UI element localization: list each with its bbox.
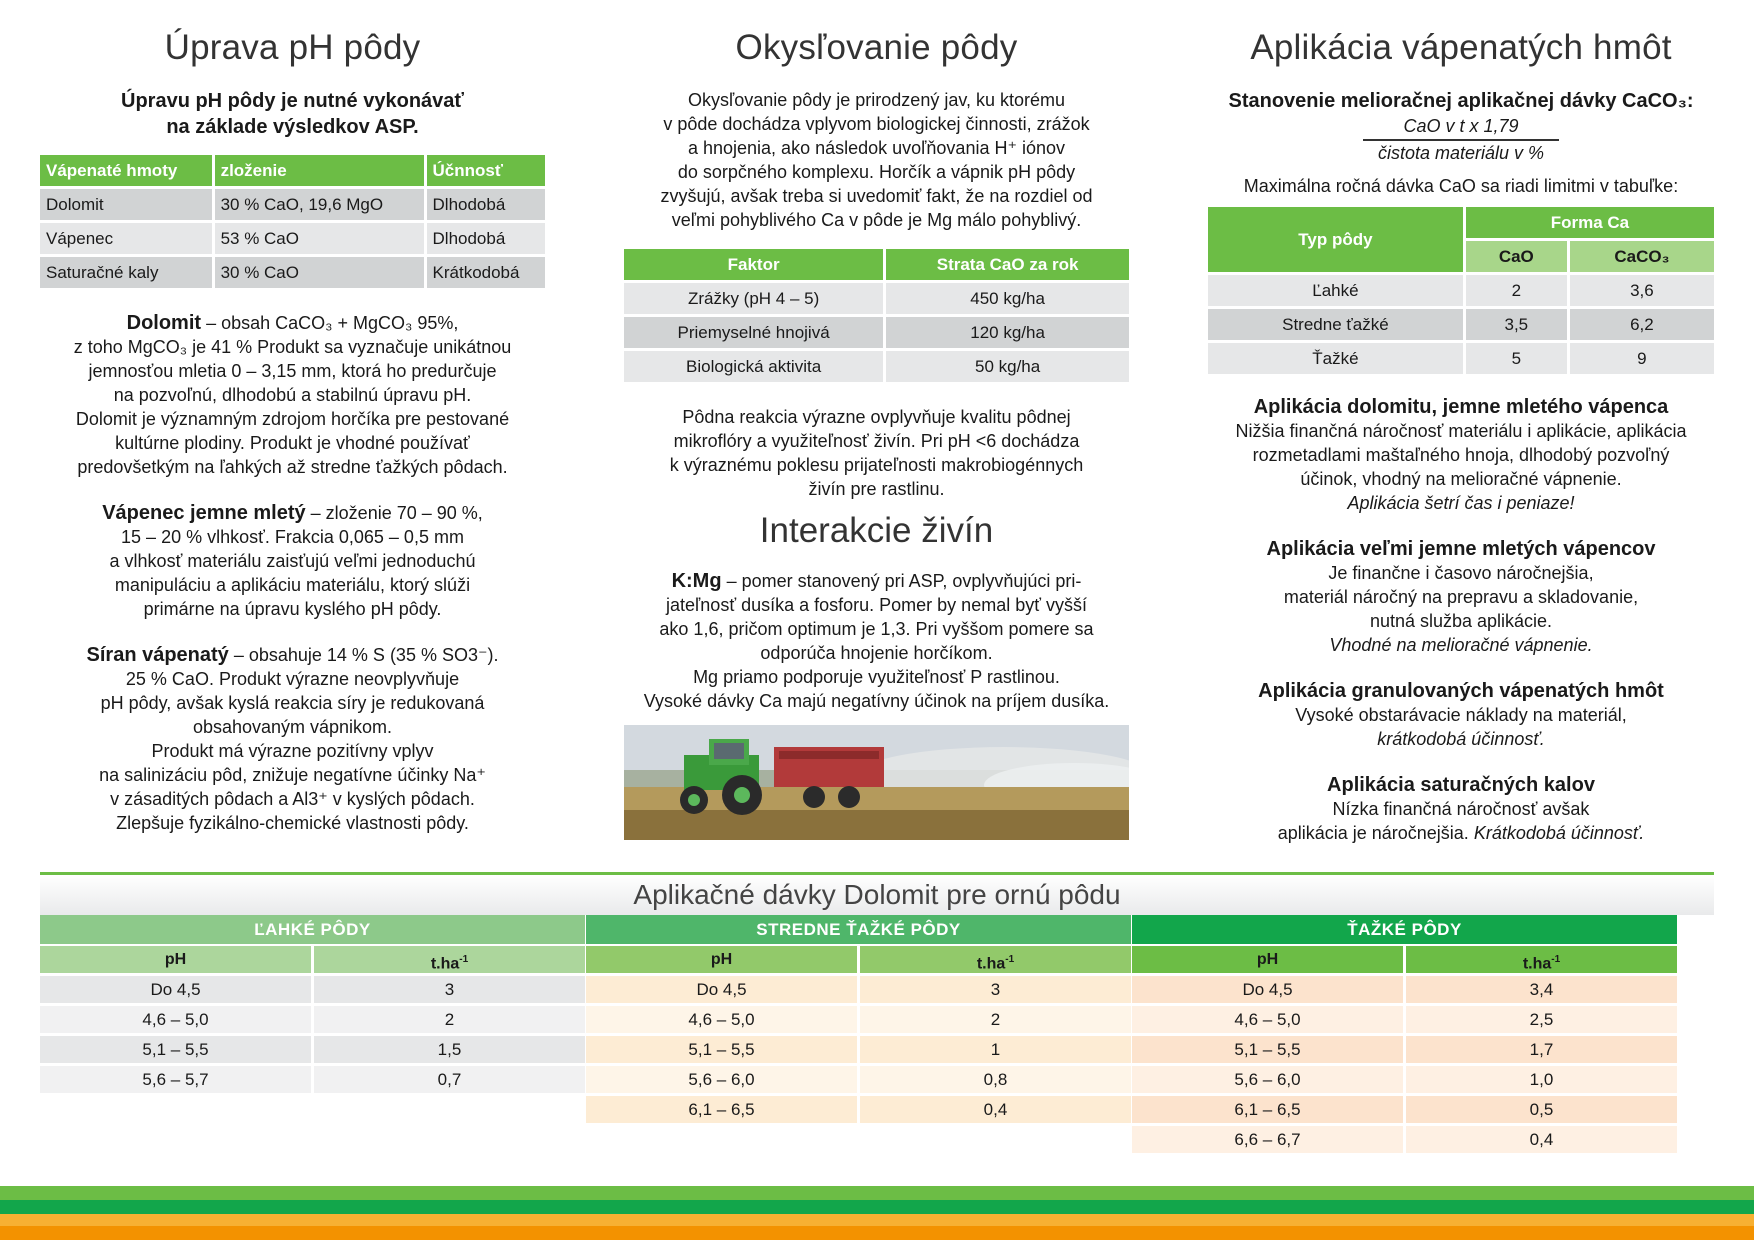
table-row: Vápenec 53 % CaO Dlhodobá bbox=[40, 223, 545, 254]
table-row: Stredne ťažké 3,5 6,2 bbox=[1208, 309, 1714, 340]
table-row bbox=[586, 1066, 1131, 1093]
section-title: Úprava pH pôdy bbox=[164, 28, 421, 67]
soil-groups bbox=[40, 915, 1714, 1153]
app-granulated-paragraph: Aplikácia granulovaných vápenatých hmôt Vysoké obstarávacie náklady na materiál, krátkodobá účinnosť. bbox=[1258, 680, 1664, 749]
dolomit-paragraph: Dolomit – obsah CaCO₃ + MgCO₃ 95%, z toho MgCO₃ je 41 % Produkt sa vyznačuje unikátnou jemnosťou mletia 0 – 3,15 mm, ktorá ho predurčuje na pozvoľnú, dlhodobú a stabilnú úpravu pH. Dolomit je významným zdrojom horčíka pre pestované kultúrne plodiny. Produkt je vhodné používať predovšetkým na ľahkých až stredne ťažkých pôdach. bbox=[73, 312, 512, 477]
table-row bbox=[40, 1036, 585, 1063]
max-dose-table bbox=[1205, 204, 1717, 377]
ph-cell: 6,1 – 6,5 bbox=[1132, 1096, 1403, 1123]
table-subheader-row: CaO CaCO₃ bbox=[1208, 241, 1714, 272]
dose-cell: 1,0 bbox=[1406, 1066, 1677, 1093]
ph-column-header: pH bbox=[586, 946, 857, 973]
table-row bbox=[1132, 1036, 1677, 1063]
dose-cell: 0,5 bbox=[1406, 1096, 1677, 1123]
table-row bbox=[1132, 1066, 1677, 1093]
dolomit-dose-section bbox=[40, 872, 1714, 1153]
dose-formula bbox=[1363, 116, 1558, 164]
footer-stripe-light-green bbox=[0, 1186, 1754, 1200]
table-row: Ľahké 2 3,6 bbox=[1208, 275, 1714, 306]
formula-heading: Stanovenie melioračnej aplikačnej dávky CaCO₃: bbox=[1228, 90, 1694, 112]
ph-cell: Do 4,5 bbox=[40, 976, 311, 1003]
table-row bbox=[40, 976, 585, 1003]
table-row: Ťažké 5 9 bbox=[1208, 343, 1714, 374]
ph-column-header: pH bbox=[40, 946, 311, 973]
section-title: Aplikácia vápenatých hmôt bbox=[1250, 28, 1672, 67]
table-row bbox=[1132, 1006, 1677, 1033]
limits-intro: Maximálna ročná dávka CaO sa riadi limitmi v tabuľke: bbox=[1243, 176, 1679, 196]
siran-paragraph: Síran vápenatý – obsahuje 14 % S (35 % SO3⁻). 25 % CaO. Produkt výrazne neovplyvňuje pH pôdy, avšak kyslá reakcia síry je redukovaná obsahovaným vápnikom. Produkt má výrazne pozitívny vplyv na salinizáciu pôd, znižuje negatívne účinky Na⁺ v zásaditých pôdach a Al3⁺ v kyslých pôdach. Zlepšuje fyzikálno-chemické vlastnosti pôdy. bbox=[86, 644, 499, 833]
dose-cell: 1 bbox=[860, 1036, 1131, 1063]
ph-cell: 4,6 – 5,0 bbox=[586, 1006, 857, 1033]
dose-cell: 3 bbox=[314, 976, 585, 1003]
table-row bbox=[586, 976, 1131, 1003]
table-row bbox=[40, 1066, 585, 1093]
column-header-row bbox=[586, 946, 1131, 973]
dose-cell: 2 bbox=[860, 1006, 1131, 1033]
soil-group-title: ĽAHKÉ PÔDY bbox=[40, 915, 585, 944]
soil-group bbox=[586, 915, 1131, 1153]
ph-cell: 6,1 – 6,5 bbox=[586, 1096, 857, 1123]
vapenec-paragraph: Vápenec jemne mletý – zloženie 70 – 90 %, 15 – 20 % vlhkosť. Frakcia 0,065 – 0,5 mm a vlhkosť materiálu zaisťujú veľmi jednoduchú manipuláciu a aplikáciu materiálu, ktorý slúži primárne na úpravu kyslého pH pôdy. bbox=[102, 502, 483, 619]
tractor-illustration bbox=[624, 725, 1129, 840]
dose-cell: 3 bbox=[860, 976, 1131, 1003]
ph-cell: 5,1 – 5,5 bbox=[1132, 1036, 1403, 1063]
ph-cell: 6,6 – 6,7 bbox=[1132, 1126, 1403, 1153]
table-header-row: Faktor Strata CaO za rok bbox=[624, 249, 1129, 280]
ph-cell: 4,6 – 5,0 bbox=[1132, 1006, 1403, 1033]
table-row: Biologická aktivita 50 kg/ha bbox=[624, 351, 1129, 382]
dose-cell: 3,4 bbox=[1406, 976, 1677, 1003]
column-header-row bbox=[40, 946, 585, 973]
table-row: Dolomit 30 % CaO, 19,6 MgO Dlhodobá bbox=[40, 189, 545, 220]
lime-materials-table bbox=[37, 152, 548, 291]
column-ph-adjustment bbox=[40, 28, 545, 835]
table-row bbox=[586, 1036, 1131, 1063]
table-row bbox=[1132, 1126, 1677, 1153]
app-dolomit-paragraph: Aplikácia dolomitu, jemne mletého vápenca Nižšia finančná náročnosť materiálu i aplikácie, aplikácia rozmetadlami maštaľného hnoja, dlhodobý pozvoľný účinok, vhodný na melioračné vápnenie. Aplikácia šetrí čas i peniaze! bbox=[1235, 396, 1687, 513]
section-title-interactions: Interakcie živín bbox=[759, 511, 994, 550]
dose-cell: 0,7 bbox=[314, 1066, 585, 1093]
dose-cell: 0,8 bbox=[860, 1066, 1131, 1093]
ph-cell: Do 4,5 bbox=[586, 976, 857, 1003]
ph-cell: 5,1 – 5,5 bbox=[586, 1036, 857, 1063]
ph-cell: Do 4,5 bbox=[1132, 976, 1403, 1003]
column-acidification bbox=[624, 28, 1129, 840]
ph-cell: 5,6 – 6,0 bbox=[1132, 1066, 1403, 1093]
section-title: Okysľovanie pôdy bbox=[735, 28, 1018, 67]
footer-stripe-green bbox=[0, 1200, 1754, 1214]
table-header-row: Typ pôdy Forma Ca bbox=[1208, 207, 1714, 238]
soil-group-title: ŤAŽKÉ PÔDY bbox=[1132, 915, 1677, 944]
app-saturation-sludge-paragraph: Aplikácia saturačných kalov Nízka finančná náročnosť avšak aplikácia je náročnejšia. Krátkodobá účinnosť. bbox=[1277, 774, 1645, 843]
table-header-row: Vápenaté hmoty zloženie Účnnosť bbox=[40, 155, 545, 186]
table-row: Priemyselné hnojivá 120 kg/ha bbox=[624, 317, 1129, 348]
dose-column-header: $t.ha^{-1}$ bbox=[314, 946, 585, 973]
kmg-paragraph: K:Mg – pomer stanovený pri ASP, ovplyvňujúci pri- jateľnosť dusíka a fosforu. Pomer by nemal byť vyšší ako 1,6, pričom optimum je 1,3. Pri vyššom pomere sa odporúča hnojenie horčíkom. Mg priamo podporuje využiteľnosť P rastlinou. Vysoké dávky Ca majú negatívny účinok na príjem dusíka. bbox=[643, 570, 1110, 711]
ph-cell: 5,6 – 5,7 bbox=[40, 1066, 311, 1093]
column-lime-application bbox=[1208, 28, 1714, 845]
dose-cell: 1,5 bbox=[314, 1036, 585, 1063]
formula-denominator: čistota materiálu v % bbox=[1377, 143, 1545, 163]
table-row bbox=[40, 1006, 585, 1033]
soil-group bbox=[1132, 915, 1677, 1153]
footer-stripe-light-orange bbox=[0, 1214, 1754, 1226]
ph-column-header: pH bbox=[1132, 946, 1403, 973]
reaction-paragraph: Pôdna reakcia výrazne ovplyvňuje kvalitu pôdnej mikroflóry a využiteľnosť živín. Pri pH <6 dochádza k výraznému poklesu prijateľnosti makrobiogénnych živín pre rastlinu. bbox=[669, 407, 1084, 499]
dose-cell: 2 bbox=[314, 1006, 585, 1033]
ph-cell: 5,6 – 6,0 bbox=[586, 1066, 857, 1093]
tractor-spreader-photo bbox=[624, 725, 1129, 840]
table-row bbox=[586, 1096, 1131, 1123]
dose-section-title: Aplikačné dávky Dolomit pre ornú pôdu bbox=[40, 875, 1714, 915]
table-row bbox=[586, 1006, 1131, 1033]
table-row: Zrážky (pH 4 – 5) 450 kg/ha bbox=[624, 283, 1129, 314]
dose-column-header: $t.ha^{-1}$ bbox=[860, 946, 1131, 973]
table-row: Saturačné kaly 30 % CaO Krátkodobá bbox=[40, 257, 545, 288]
lead-text: Úpravu pH pôdy je nutné vykonávať na základe výsledkov ASP. bbox=[121, 90, 464, 138]
table-row bbox=[1132, 976, 1677, 1003]
ph-cell: 4,6 – 5,0 bbox=[40, 1006, 311, 1033]
soil-group bbox=[40, 915, 585, 1153]
app-fine-limestone-paragraph: Aplikácia veľmi jemne mletých vápencov Je finančne i časovo náročnejšia, materiál náročný na prepravu a skladovanie, nutná služba aplikácie. Vhodné na melioračné vápnenie. bbox=[1266, 538, 1656, 655]
cao-loss-table bbox=[621, 246, 1132, 385]
column-header-row bbox=[1132, 946, 1677, 973]
dose-cell: 2,5 bbox=[1406, 1006, 1677, 1033]
formula-numerator: CaO v t x 1,79 bbox=[1363, 116, 1558, 141]
dose-cell: 1,7 bbox=[1406, 1036, 1677, 1063]
table-row bbox=[1132, 1096, 1677, 1123]
dose-cell: 0,4 bbox=[860, 1096, 1131, 1123]
footer-stripe-orange bbox=[0, 1226, 1754, 1240]
intro-paragraph: Okysľovanie pôdy je prirodzený jav, ku ktorému v pôde dochádza vplyvom biologickej činnosti, zrážok a hnojenia, ako následok uvoľňovania H⁺ iónov do sorpčného komplexu. Horčík a vápnik pH pôdy zvyšujú, avšak treba si uvedomiť fakt, že na rozdiel od veľmi pohyblivého Ca v pôde je Mg málo pohyblivý. bbox=[660, 90, 1093, 230]
ph-cell: 5,1 – 5,5 bbox=[40, 1036, 311, 1063]
dose-cell: 0,4 bbox=[1406, 1126, 1677, 1153]
dose-column-header: $t.ha^{-1}$ bbox=[1406, 946, 1677, 973]
soil-group-title: STREDNE ŤAŽKÉ PÔDY bbox=[586, 915, 1131, 944]
